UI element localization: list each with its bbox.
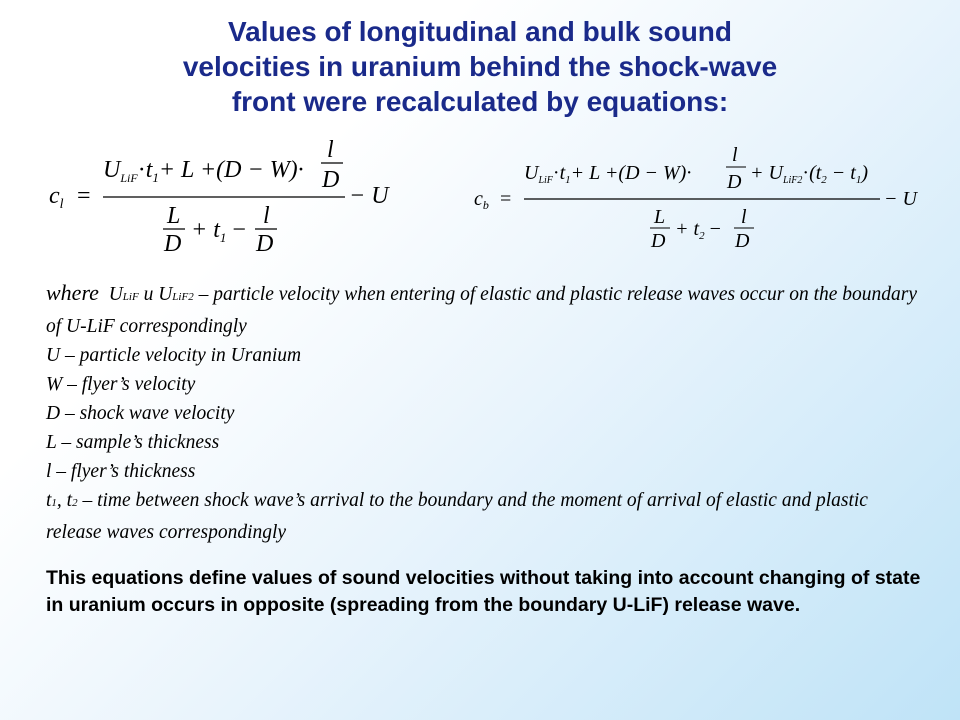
eq-cb-den-l: l [741, 206, 747, 228]
eq-cl-small-frac-num: l [327, 137, 334, 163]
eq-cb-den-plus-t: + $t_2$ − [675, 218, 721, 242]
def-u1-sub: LiF [122, 291, 139, 303]
eq-cb-den-D1: D [651, 230, 666, 252]
eq-cb-den-D2: D [735, 230, 750, 252]
eq-cb-numerator: $U_{LiF}\cdot t_1+ L +(D - W)\cdot$ [524, 162, 692, 186]
eq-cl-equals: = [77, 183, 91, 209]
eq-cb-lhs: $c_b$ [474, 188, 489, 212]
eq-cl-lhs: $c_l$ [49, 183, 64, 212]
title-line-1: Values of longitudinal and bulk sound [227, 16, 732, 47]
def-u1: U [108, 284, 123, 305]
eq-cl-den-D2: D [256, 231, 274, 255]
title-line-2: velocities in uranium behind the shock-wave [182, 51, 778, 82]
eq-cl-den-L: L [167, 203, 181, 229]
definition-particle-velocity [46, 278, 926, 341]
definition-item: U – particle velocity in Uranium [46, 345, 302, 366]
def-u2-sub: LiF2 [172, 291, 194, 303]
def-t-b-sub: 2 [72, 497, 78, 509]
eq-cl-numerator: $U_{LiF}\cdot t_1+ L +(D - W)\cdot$ [103, 157, 304, 185]
definition-item: W – flyer’s velocity [46, 374, 196, 395]
def-conj: u [138, 284, 159, 305]
eq-cb-small-frac-den: D [727, 171, 742, 193]
eq-cl-minus-U: − U [349, 183, 389, 209]
eq-cl-den-D1: D [164, 231, 182, 255]
conclusion-note: This equations define values of sound velocities without taking into account changing of state in uranium occurs in opposite (spreading from the boundary U-LiF) release wave. [46, 567, 921, 616]
def-t-a: t [46, 490, 52, 511]
where-word: where [46, 280, 99, 305]
eq-cb-numerator-tail: + $U_{LiF2}\cdot(t_2 - t_1)$ [750, 162, 869, 186]
eq-cb-den-L: L [654, 206, 666, 228]
def-t-a-sub: 1 [51, 497, 57, 509]
equation-bulk-velocity [470, 143, 930, 253]
equation-longitudinal-velocity [45, 133, 400, 255]
slide-title [40, 14, 920, 119]
def-first-text: – particle velocity when entering of elastic and plastic release waves occur on the boundary of U-LiF correspondingly [46, 284, 918, 337]
title-line-3: front were recalculated by equations: [231, 86, 729, 117]
def-u2: U [158, 284, 173, 305]
eq-cl-den-plus-t: + $t_1$ − [191, 217, 246, 245]
definition-item: l – flyer’s thickness [46, 461, 196, 482]
eq-cl-den-l: l [263, 203, 270, 229]
definition-item: D – shock wave velocity [46, 403, 235, 424]
definition-times [46, 486, 926, 547]
eq-cb-minus-U: − U [884, 188, 917, 210]
eq-cb-equals: = [500, 188, 512, 210]
eq-cb-small-frac-num: l [732, 144, 738, 166]
def-t-text: – time between shock wave’s arrival to the boundary and the moment of arrival of elastic and plastic release waves correspondingly [46, 490, 868, 543]
def-t-sep: , t [56, 490, 73, 511]
eq-cl-small-frac-den: D [322, 167, 340, 193]
definition-item: L – sample’s thickness [46, 432, 220, 453]
variable-definitions [46, 278, 926, 547]
